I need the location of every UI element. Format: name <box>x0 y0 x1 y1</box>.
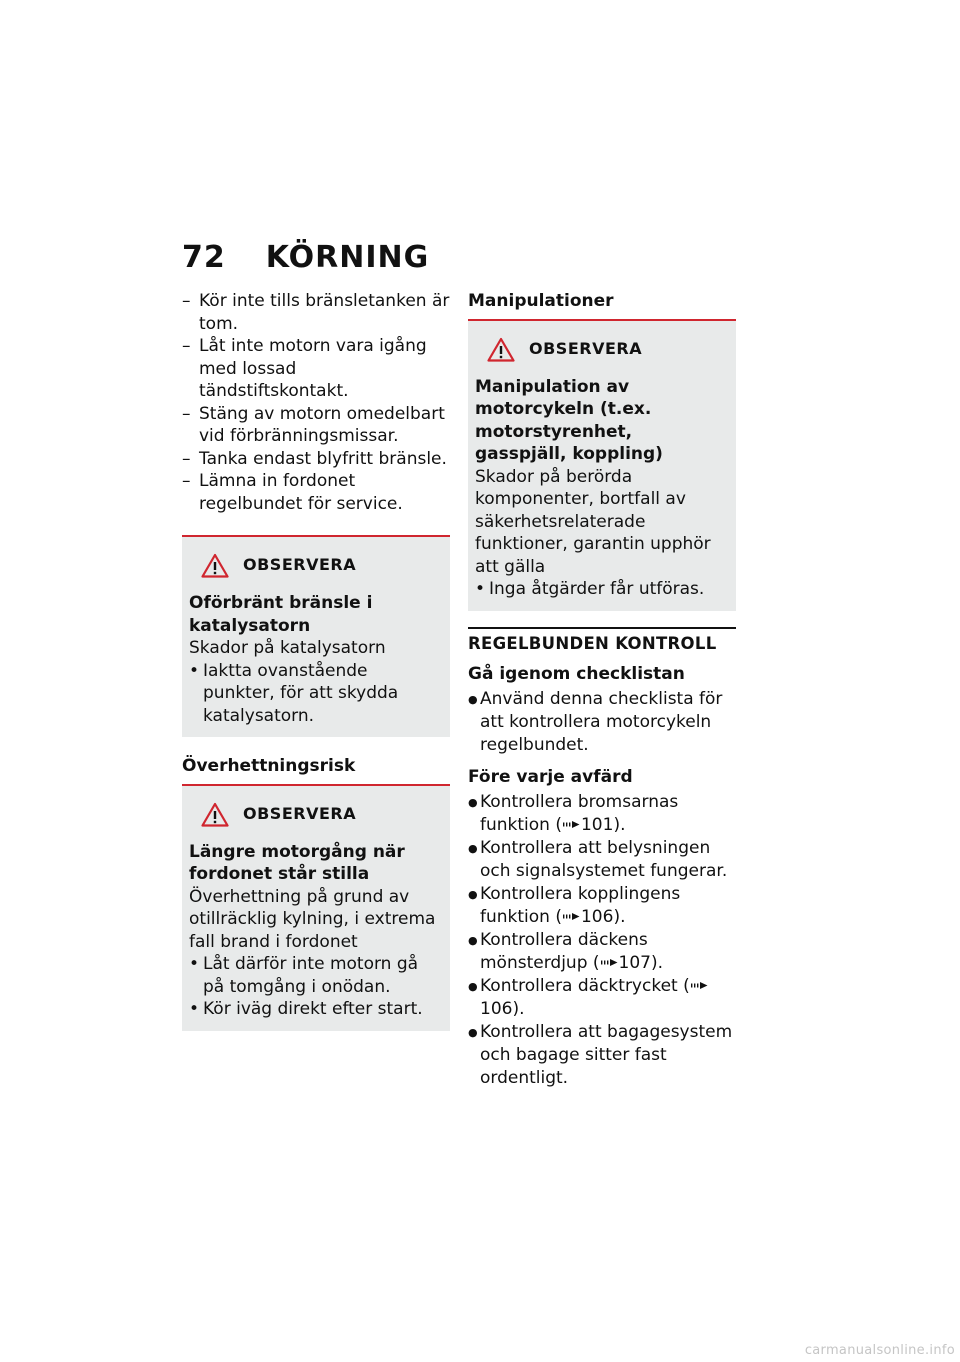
page-number: 72 <box>182 240 226 275</box>
list-item <box>468 791 736 837</box>
warning-label: OBSERVERA <box>243 555 357 575</box>
item-text-end: ). <box>613 907 626 927</box>
warning-box-manipulation <box>468 319 736 611</box>
warning-box-overheating <box>182 784 450 1031</box>
page-header <box>182 238 429 278</box>
warning-header <box>201 553 442 578</box>
warning-label: OBSERVERA <box>529 338 643 358</box>
list-item <box>468 975 736 1021</box>
list-item: – Stäng av motorn omedelbart vid förbränningsmissar. <box>182 403 450 448</box>
item-text: Kontrollera däckens mönsterdjup ( <box>480 929 648 973</box>
page-reference-arrow-icon <box>563 912 580 921</box>
warning-box-catalyst <box>182 535 450 737</box>
warning-text: Överhettning på grund av otillräcklig kylning, i extrema fall brand i fordonet <box>189 886 436 952</box>
warning-subject: Längre motorgång när fordonet står stilla <box>189 841 405 884</box>
page-ref[interactable]: 106 <box>580 907 614 927</box>
item-text: Kontrollera att belysningen och signalsystemet fungerar. <box>480 837 728 881</box>
warning-triangle-icon <box>201 802 229 827</box>
warning-subject: Oförbränt bränsle i katalysatorn <box>189 593 373 636</box>
checklist-heading: Gå igenom checklistan <box>468 664 685 684</box>
list-item <box>468 883 736 929</box>
item-text: Kontrollera däcktrycket ( <box>480 975 690 996</box>
before-ride-list <box>468 791 736 1090</box>
main-heading: REGELBUNDEN KONTROLL <box>468 627 736 656</box>
warning-bullets <box>189 660 442 728</box>
dash-list <box>182 290 450 515</box>
list-item: • Iaktta ovanstående punkter, för att skydda katalysatorn. <box>189 660 442 728</box>
list-item: • Inga åtgärder får utföras. <box>475 578 728 601</box>
item-text-end: ). <box>613 815 626 835</box>
warning-header <box>487 337 728 362</box>
list-item: – Tanka endast blyfritt bränsle. <box>182 448 450 471</box>
list-item: – Lämna in fordonet regelbundet för service. <box>182 470 450 515</box>
warning-bullets <box>189 953 442 1021</box>
list-item: • Kör iväg direkt efter start. <box>189 998 442 1021</box>
checklist-list <box>468 688 736 757</box>
section-title-manipulation: Manipulationer <box>468 291 614 311</box>
item-text-end: ). <box>512 999 525 1019</box>
warning-bullets <box>475 578 728 601</box>
watermark: carmanualsonline.info <box>804 1343 955 1358</box>
list-item <box>468 1021 736 1090</box>
warning-header <box>201 802 442 827</box>
item-text: Kontrollera kopplingens funktion ( <box>480 883 681 927</box>
list-item: – Låt inte motorn vara igång med lossad tändstiftskontakt. <box>182 335 450 403</box>
left-column <box>182 290 450 1031</box>
page-ref[interactable]: 106 <box>480 999 513 1019</box>
list-item: • Låt därför inte motorn gå på tomgång i onödan. <box>189 953 442 998</box>
list-item <box>468 837 736 883</box>
right-column <box>468 290 736 1089</box>
warning-text: Skador på katalysatorn <box>189 638 386 658</box>
item-text: Kontrollera bromsarnas funktion ( <box>480 791 679 835</box>
warning-triangle-icon <box>201 553 229 578</box>
page-reference-arrow-icon <box>563 820 580 829</box>
warning-subject: Manipulation av motorcykeln (t.ex. motorstyrenhet, gasspjäll, koppling) <box>475 376 663 464</box>
warning-text: Skador på berörda komponenter, bortfall av säkerhetsrelaterade funktioner, garantin upphör att gälla <box>475 466 711 577</box>
item-text: Kontrollera att bagagesystem och bagage sitter fast ordentligt. <box>480 1021 733 1088</box>
chapter-title: KÖRNING <box>265 240 430 275</box>
list-item <box>468 929 736 975</box>
before-ride-heading: Före varje avfärd <box>468 767 633 787</box>
page-reference-arrow-icon <box>601 958 618 967</box>
page-ref[interactable]: 101 <box>580 815 614 835</box>
section-title-overheating: Överhettningsrisk <box>182 756 356 776</box>
item-text-end: ). <box>650 953 664 973</box>
warning-label: OBSERVERA <box>243 803 357 823</box>
warning-triangle-icon <box>487 337 515 362</box>
page-reference-arrow-icon <box>691 981 708 990</box>
page-ref[interactable]: 107 <box>618 953 651 973</box>
list-item: – Kör inte tills bränsletanken är tom. <box>182 290 450 335</box>
list-item: ● Använd denna checklista för att kontrollera motorcykeln regelbundet. <box>468 688 736 757</box>
